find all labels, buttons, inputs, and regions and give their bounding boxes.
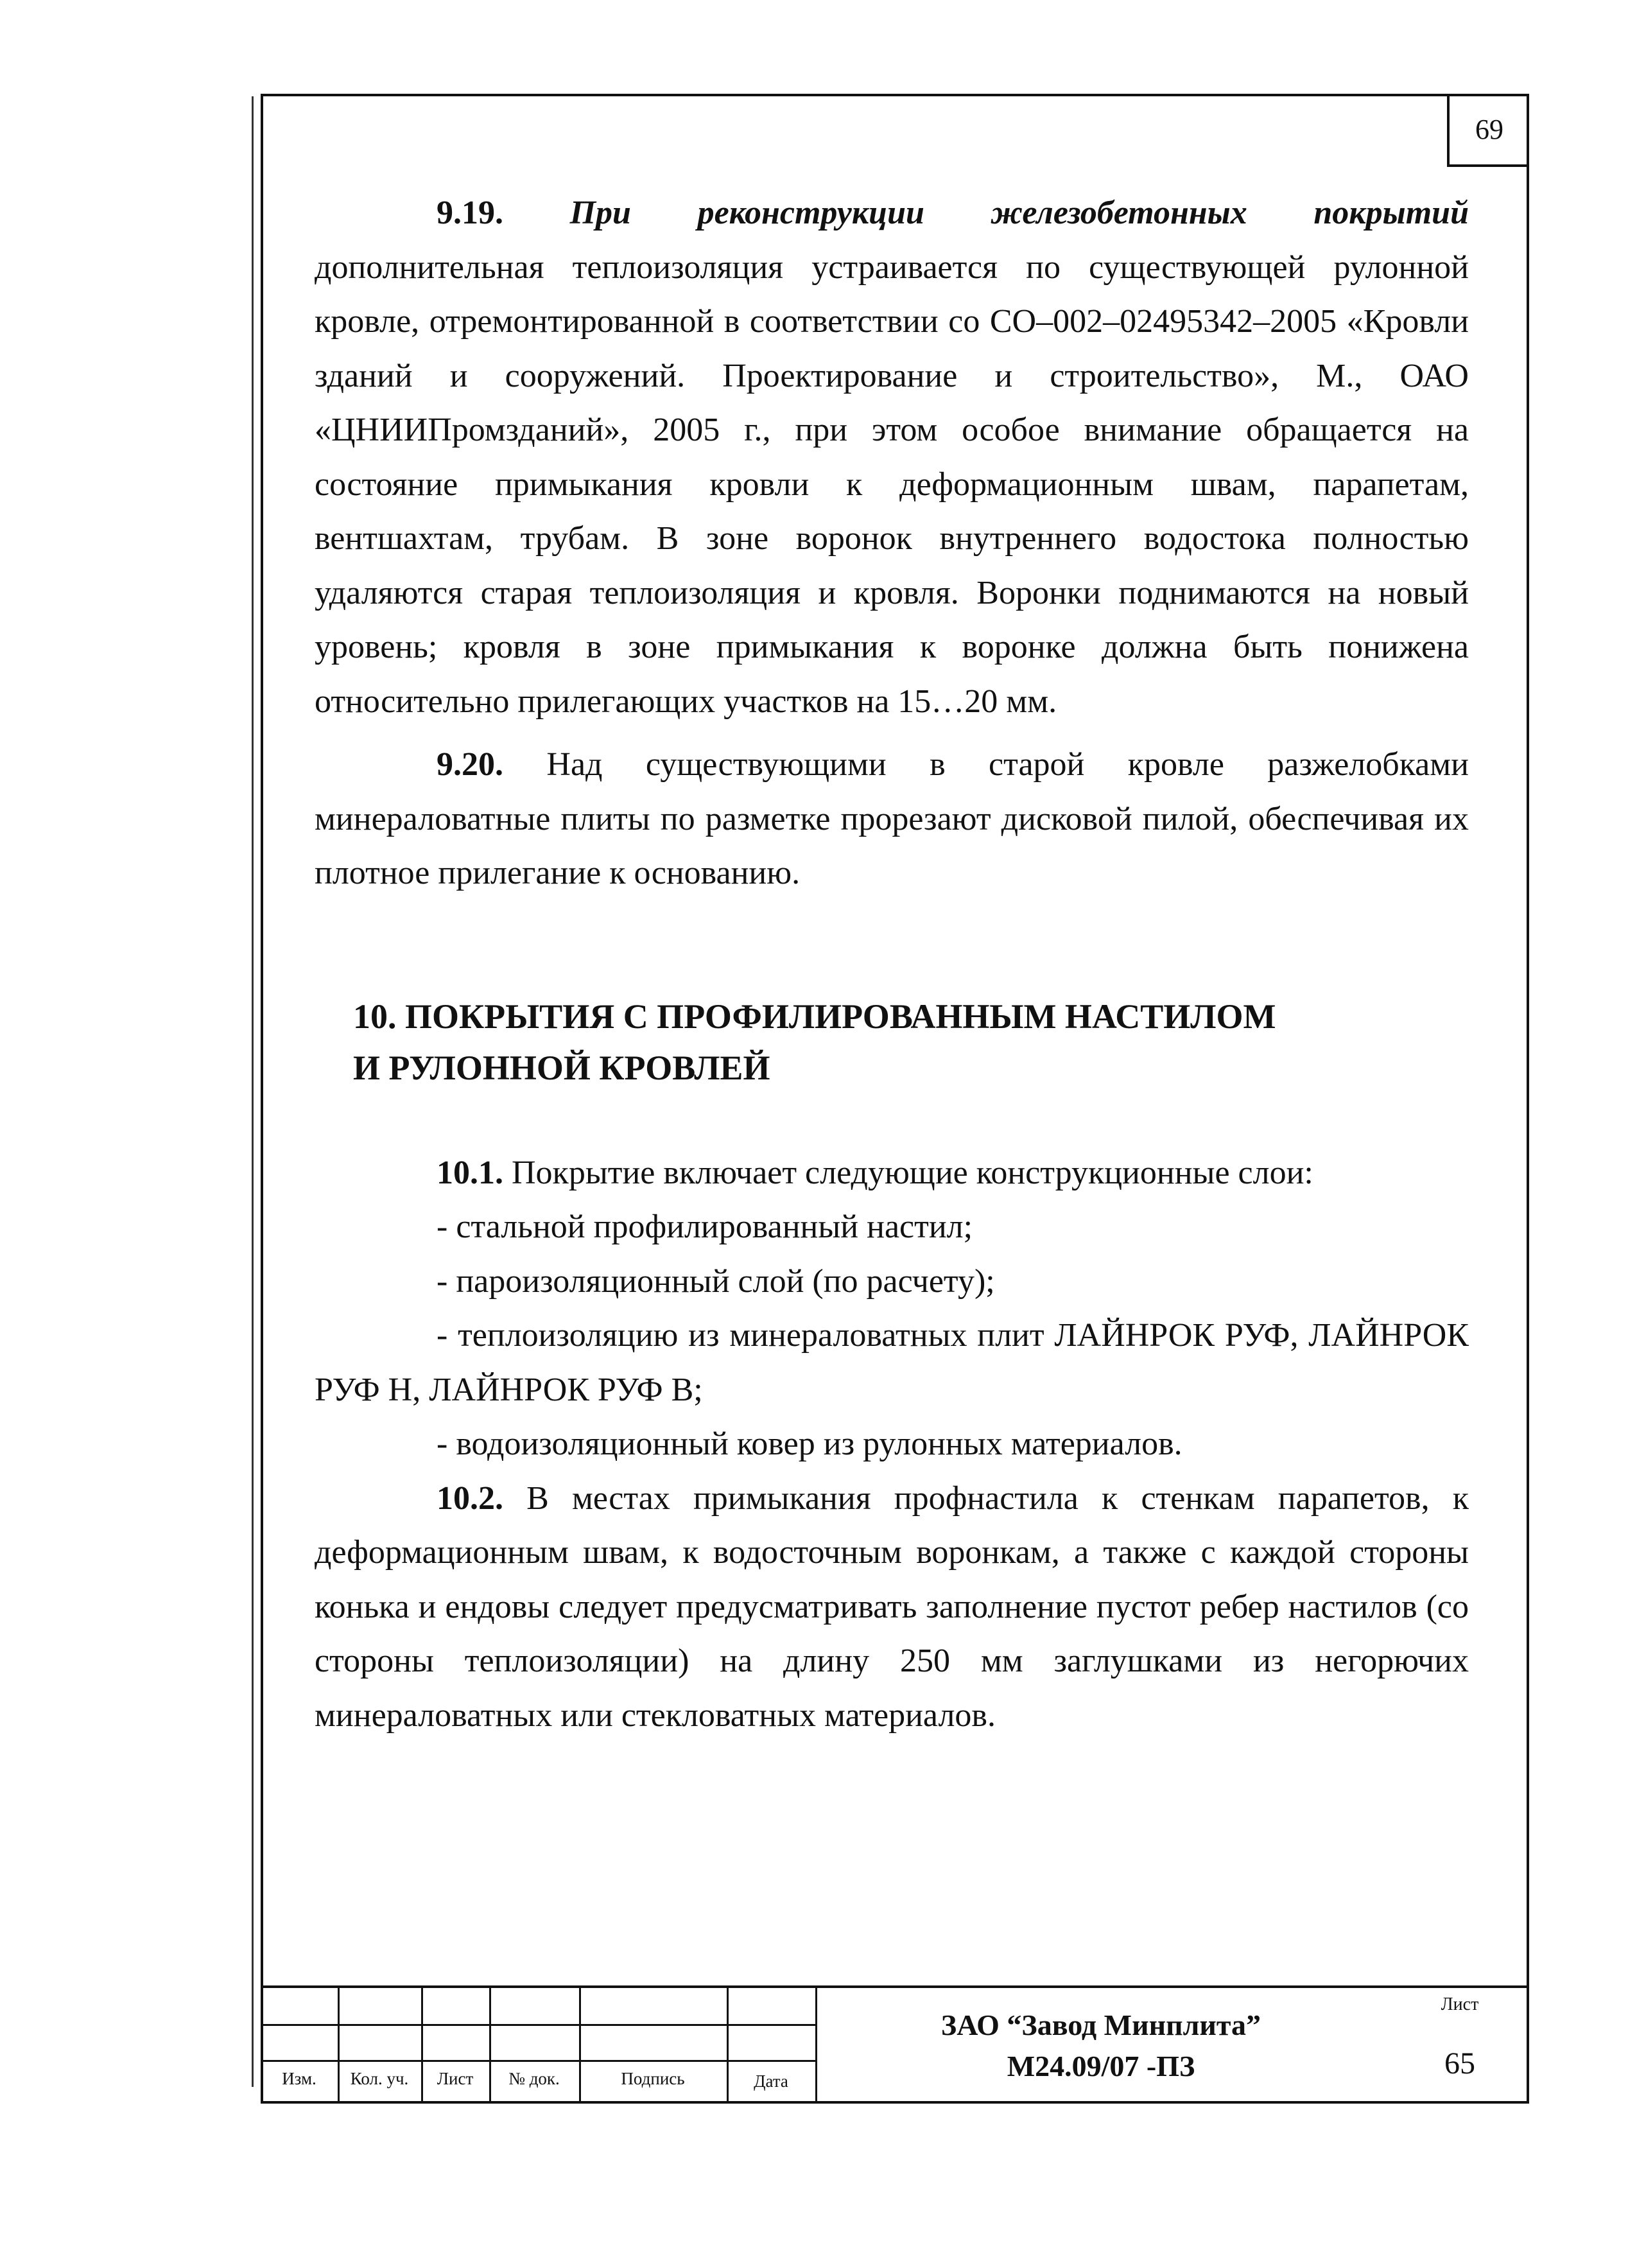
sheet-label: Лист: [1441, 1994, 1479, 2014]
label-date: Дата: [754, 2072, 788, 2091]
list-item: - водоизоляционный ковер из рулонных материалов.: [437, 1426, 1182, 1462]
document-body: [315, 186, 1469, 1743]
clause-text: Над существующими в старой кровле разжелобками минераловатные плиты по разметке прорезают дисковой пилой, обеспечивая их плотное прилегание к основанию.: [315, 746, 1469, 891]
heading-line-2: И РУЛОННОЙ КРОВЛЕЙ: [353, 1048, 770, 1087]
grid-line: [261, 2060, 815, 2062]
left-binding-line: [252, 96, 254, 2087]
label-izm: Изм.: [282, 2069, 316, 2088]
list-item: - стальной профилированный настил;: [437, 1208, 973, 1245]
label-signature: Подпись: [621, 2069, 685, 2088]
sheet-number: 65: [1444, 2046, 1475, 2080]
organization-block: [815, 2005, 1387, 2087]
list-item: - теплоизоляцию из минераловатных плит ЛАЙНРОК РУФ, ЛАЙНРОК РУФ Н, ЛАЙНРОК РУФ В;: [315, 1317, 1469, 1408]
label-doc-number: № док.: [508, 2069, 560, 2088]
grid-line: [261, 2024, 815, 2026]
label-kol-uch: Кол. уч.: [350, 2069, 409, 2088]
clause-number: 9.20.: [437, 746, 503, 783]
organization-name: ЗАО “Завод Минплита”: [940, 2009, 1261, 2041]
clause-number: 10.1.: [437, 1154, 503, 1191]
section-heading: [315, 991, 1469, 1094]
clause-text: дополнительная теплоизоляция устраивается по существующей рулонной кровле, отремонтированной в соответствии со СО–002–02495342–2005 «Кровли зданий и сооружений. Проектирование и строительство», М., ОАО «ЦНИИПромзданий», 2005 г., при этом особое внимание обращается на состояние примыкания кровли к деформационным швам, парапетам, вентшахтам, трубам. В зоне воронок внутреннего водостока полностью удаляются старая теплоизоляция и кровля. Воронки поднимаются на новый уровень; кровля в зоне примыкания к воронке должна быть понижена относительно прилегающих участков на 15…20 мм.: [315, 249, 1469, 720]
clause-text: Покрытие включает следующие конструкционные слои:: [512, 1154, 1313, 1191]
paragraph-10-2: [315, 1472, 1469, 1743]
paragraph-10-1: [315, 1146, 1469, 1201]
paragraph-9-19: [315, 186, 1469, 729]
clause-text: В местах примыкания профнастила к стенкам парапетов, к деформационным швам, к водосточным воронкам, а также с каждой стороны конька и ендовы следует предусматривать заполнение пустот ребер настилов (со стороны теплоизоляции) на длину 250 мм заглушками из негорючих минераловатных или стекловатных материалов.: [315, 1479, 1469, 1734]
clause-number: 9.19.: [437, 195, 503, 231]
document-code: М24.09/07 -ПЗ: [1007, 2050, 1195, 2082]
page-number: 69: [1447, 94, 1529, 167]
list-item: - пароизоляционный слой (по расчету);: [437, 1262, 995, 1300]
label-list: Лист: [437, 2069, 474, 2088]
clause-title: При реконструкции железобетонных покрытий: [569, 195, 1469, 231]
heading-line-1: 10. ПОКРЫТИЯ С ПРОФИЛИРОВАННЫМ НАСТИЛОМ: [353, 997, 1276, 1036]
paragraph-9-20: [315, 738, 1469, 901]
clause-number: 10.2.: [437, 1479, 503, 1517]
